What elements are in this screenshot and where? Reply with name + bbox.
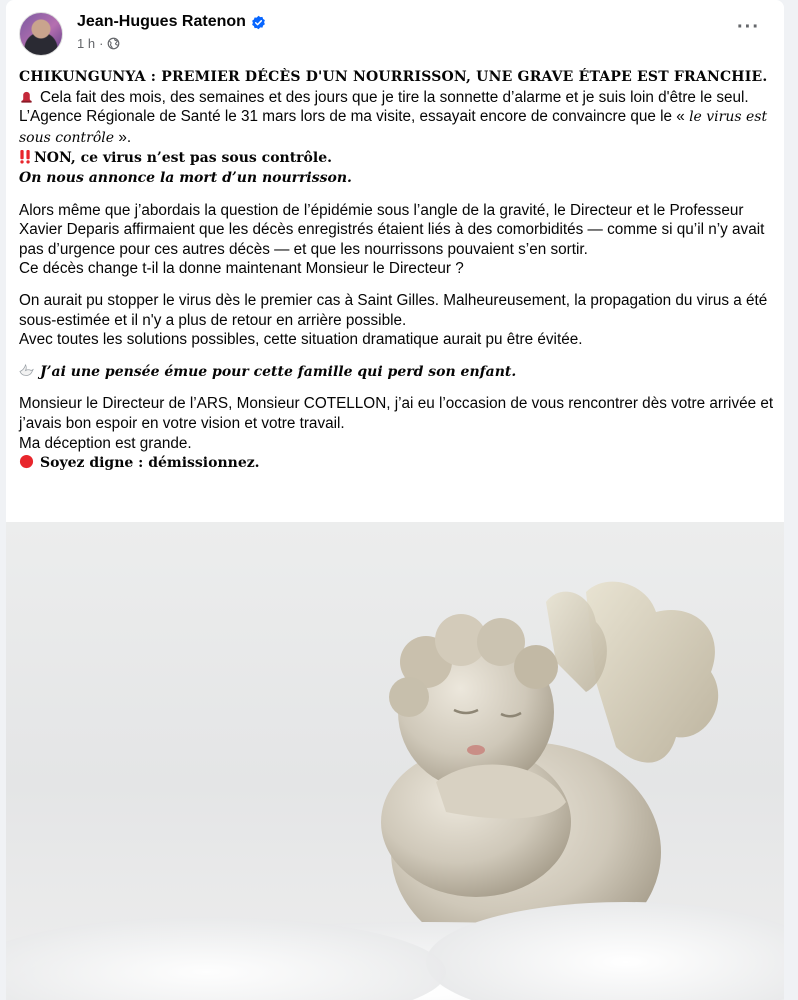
author-row: [77, 13, 266, 31]
globe-icon[interactable]: [107, 37, 120, 50]
dove-icon: [19, 363, 34, 378]
p3-line2: Avec toutes les solutions possibles, cette situation dramatique aurait pu être évitée.: [19, 331, 583, 349]
post-time[interactable]: 1 h: [77, 36, 96, 51]
double-exclamation-icon: [19, 149, 32, 164]
post-header: [6, 0, 784, 64]
p1-line4: On nous annonce la mort d’un nourrisson.: [19, 169, 352, 186]
p1-line3-text: NON, ce virus n’est pas sous contrôle.: [34, 150, 332, 167]
meta-separator: ·: [99, 36, 104, 51]
p4-line1-text: J’ai une pensée émue pour cette famille qui perd son enfant.: [40, 363, 517, 380]
p1-line2b: le virus est sous contrôle: [19, 109, 768, 146]
cherub-illustration: [6, 522, 784, 1000]
p3-line1: On aurait pu stopper le virus dès le premier cas à Saint Gilles. Malheureusement, la propagation du virus a été sous-estimée et il n'y a plus de retour en arrière possible.: [19, 291, 768, 329]
p1-line2c: ».: [118, 128, 132, 146]
p2-line2: Ce décès change t-il la donne maintenant Monsieur le Directeur ?: [19, 260, 464, 278]
p2-line1: Alors même que j’abordais la question de l’épidémie sous l’angle de la gravité, le Directeur et le Professeur Xavier Deparis affirmaient que les décès enregistrés étaient liés à des comorbidités — comme si qu’il n’y avait pas d’urgence pour ces autres décès — et que les nourrissons pouvaient s’en sortir.: [19, 201, 765, 258]
p5-line2: Ma déception est grande.: [19, 434, 192, 452]
p5-line3-text: Soyez digne : démissionnez.: [40, 455, 260, 472]
p5-line1: Monsieur le Directeur de l’ARS, Monsieur COTELLON, j’ai eu l’occasion de vous rencontrer dès votre arrivée et j’avais bon espoir en votre vision et votre travail.: [19, 395, 774, 432]
p1-line1: Cela fait des mois, des semaines et des jours que je tire la sonnette d’alarme et je suis loin d'être le seul.: [40, 88, 749, 106]
author-name[interactable]: Jean-Hugues Ratenon: [77, 13, 246, 30]
post-meta: [77, 36, 120, 51]
p1-line3: [19, 148, 779, 169]
p1-line2a: L’Agence Régionale de Santé le 31 mars lors de ma visite, essayait encore de convaincre que le «: [19, 108, 685, 126]
post-image-cherub-angel[interactable]: [6, 522, 784, 1000]
stop-sign-icon: [19, 454, 34, 469]
verified-badge-icon: [251, 15, 266, 30]
alarm-bell-icon: [19, 89, 34, 104]
post-body: [19, 68, 779, 474]
post-card: [6, 0, 784, 1000]
p5-line3: [19, 453, 779, 474]
more-options-icon[interactable]: ···: [737, 16, 760, 38]
paragraph-1: [19, 88, 779, 108]
angel-wing-right: [586, 582, 718, 763]
post-title: CHIKUNGUNYA : PREMIER DÉCÈS D'UN NOURRISSON, UNE GRAVE ÉTAPE EST FRANCHIE.: [19, 69, 768, 85]
p4-line1: [19, 362, 779, 383]
avatar[interactable]: [19, 12, 63, 56]
p1-line2: [19, 107, 779, 148]
